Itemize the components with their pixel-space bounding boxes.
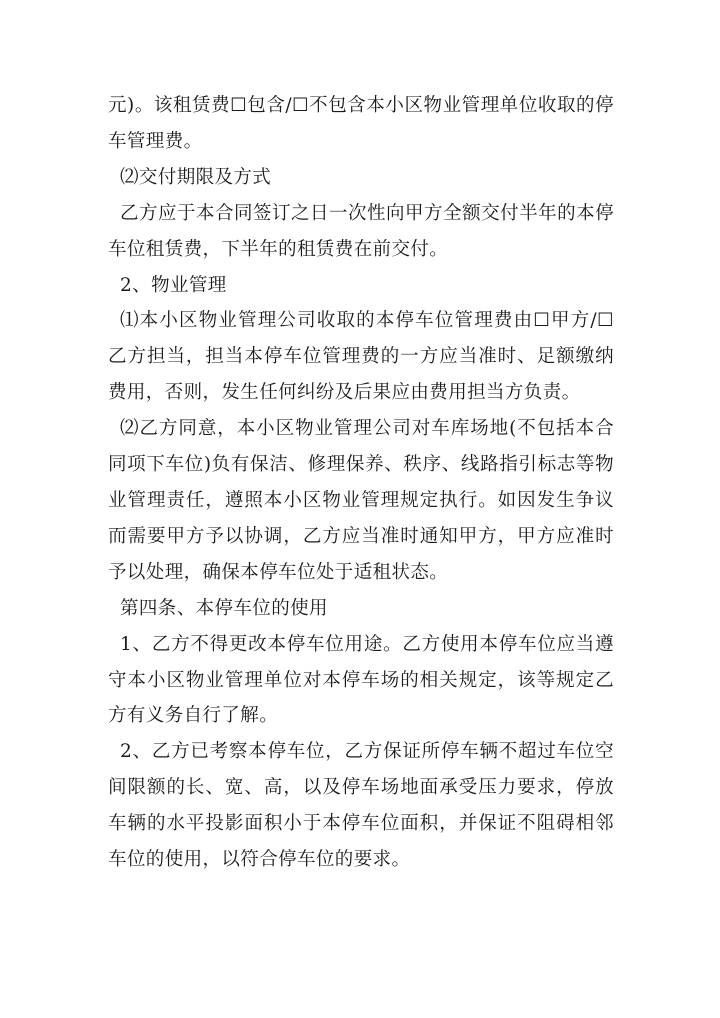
paragraph-usage-rule-1: 1、乙方不得更改本停车位用途。乙方使用本停车位应当遵守本小区物业管理单位对本停车场的相关规定，该等规定乙方有义务自行了解。 — [108, 633, 614, 727]
paragraph-payment-term: 乙方应于本合同签订之日一次性向甲方全额交付半年的本停车位租赁费，下半年的租赁费在前交付。 — [108, 202, 614, 260]
article-heading-usage: 第四条、本停车位的使用 — [120, 597, 328, 619]
section-heading-property-management: 2、物业管理 — [120, 274, 227, 296]
document-body — [108, 88, 614, 878]
paragraph-management-fee: ⑴本小区物业管理公司收取的本停车位管理费由☐甲方/☐乙方担当，担当本停车位管理费的一方应当准时、足额缴纳费用，否则，发生任何纠纷及后果应由费用担当方负责。 — [108, 310, 614, 404]
paragraph-management-duties: ⑵乙方同意，本小区物业管理公司对车库场地(不包括本合同项下车位)负有保洁、修理保养、秩序、线路指引标志等物业管理责任，遵照本小区物业管理规定执行。如因发生争议而需要甲方予以协调，乙方应当准时通知甲方，甲方应准时予以处理，确保本停车位处于适租状态。 — [108, 418, 614, 583]
paragraph-payment-term-heading: ⑵交付期限及方式 — [120, 166, 272, 188]
paragraph-rent-fee-note: 元)。该租赁费☐包含/☐不包含本小区物业管理单位收取的停车管理费。 — [108, 95, 614, 152]
paragraph-usage-rule-2: 2、乙方已考察本停车位，乙方保证所停车辆不超过车位空间限额的长、宽、高，以及停车场地面承受压力要求，停放车辆的水平投影面积小于本停车位面积，并保证不阻碍相邻车位的使用，以符合停车位的要求。 — [108, 741, 614, 871]
